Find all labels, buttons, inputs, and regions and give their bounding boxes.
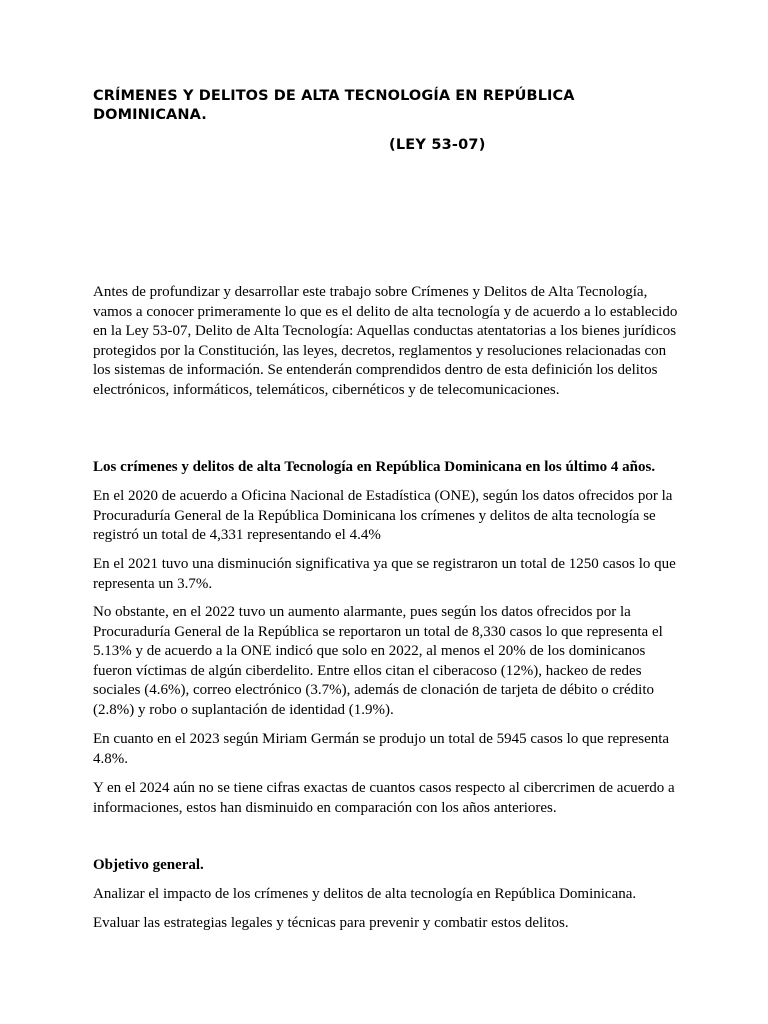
paragraph-2023: En cuanto en el 2023 según Miriam Germán se produjo un total de 5945 casos lo que representa 4.8%. <box>93 731 670 767</box>
paragraph-2021: En el 2021 tuvo una disminución significativa ya que se registraron un total de 1250 casos lo que representa un 3.7%. <box>93 556 676 592</box>
objective-item-2: Evaluar las estrategias legales y técnicas para prevenir y combatir estos delitos. <box>93 915 569 931</box>
objective-heading: Objetivo general. <box>93 857 204 873</box>
paragraph-2020: En el 2020 de acuerdo a Oficina Nacional de Estadística (ONE), según los datos ofrecidos por la Procuraduría General de la República Dominicana los crímenes y delitos de alta tecnología se registró un total de 4,331 representando el 4.4% <box>93 488 673 544</box>
section-heading-statistics: Los crímenes y delitos de alta Tecnología en República Dominicana en los último 4 años. <box>93 459 656 475</box>
document-title: CRÍMENES Y DELITOS DE ALTA TECNOLOGÍA EN REPÚBLICA DOMINICANA. <box>93 88 575 123</box>
paragraph-2022: No obstante, en el 2022 tuvo un aumento alarmante, pues según los datos ofrecidos por la Procuraduría General de la República se reportaron un total de 8,330 casos lo que representa el 5.13% y de acuerdo a la ONE indicó que solo en 2022, al menos el 20% de los dominicanos fueron víctimas de algún ciberdelito. Entre ellos citan el ciberacoso (12%), hackeo de redes sociales (4.6%), correo electrónico (3.7%), además de clonación de tarjeta de débito o crédito (2.8%) y robo o suplantación de identidad (1.9%). <box>93 604 663 718</box>
law-reference: (LEY 53-07) <box>389 137 486 153</box>
intro-paragraph: Antes de profundizar y desarrollar este trabajo sobre Crímenes y Delitos de Alta Tecnología, vamos a conocer primeramente lo que es el delito de alta tecnología y de acuerdo a lo establecido en la Ley 53-07, Delito de Alta Tecnología: Aquellas conductas atentatorias a los bienes jurídicos protegidos por la Constitución, las leyes, decretos, reglamentos y resoluciones relacionadas con los sistemas de información. Se entenderán comprendidos dentro de esta definición los delitos electrónicos, informáticos, telemáticos, cibernéticos y de telecomunicaciones. <box>93 284 678 398</box>
objective-item-1: Analizar el impacto de los crímenes y delitos de alta tecnología en República Dominicana. <box>93 886 637 902</box>
paragraph-2024: Y en el 2024 aún no se tiene cifras exactas de cuantos casos respecto al cibercrimen de acuerdo a informaciones, estos han disminuido en comparación con los años anteriores. <box>93 780 675 816</box>
